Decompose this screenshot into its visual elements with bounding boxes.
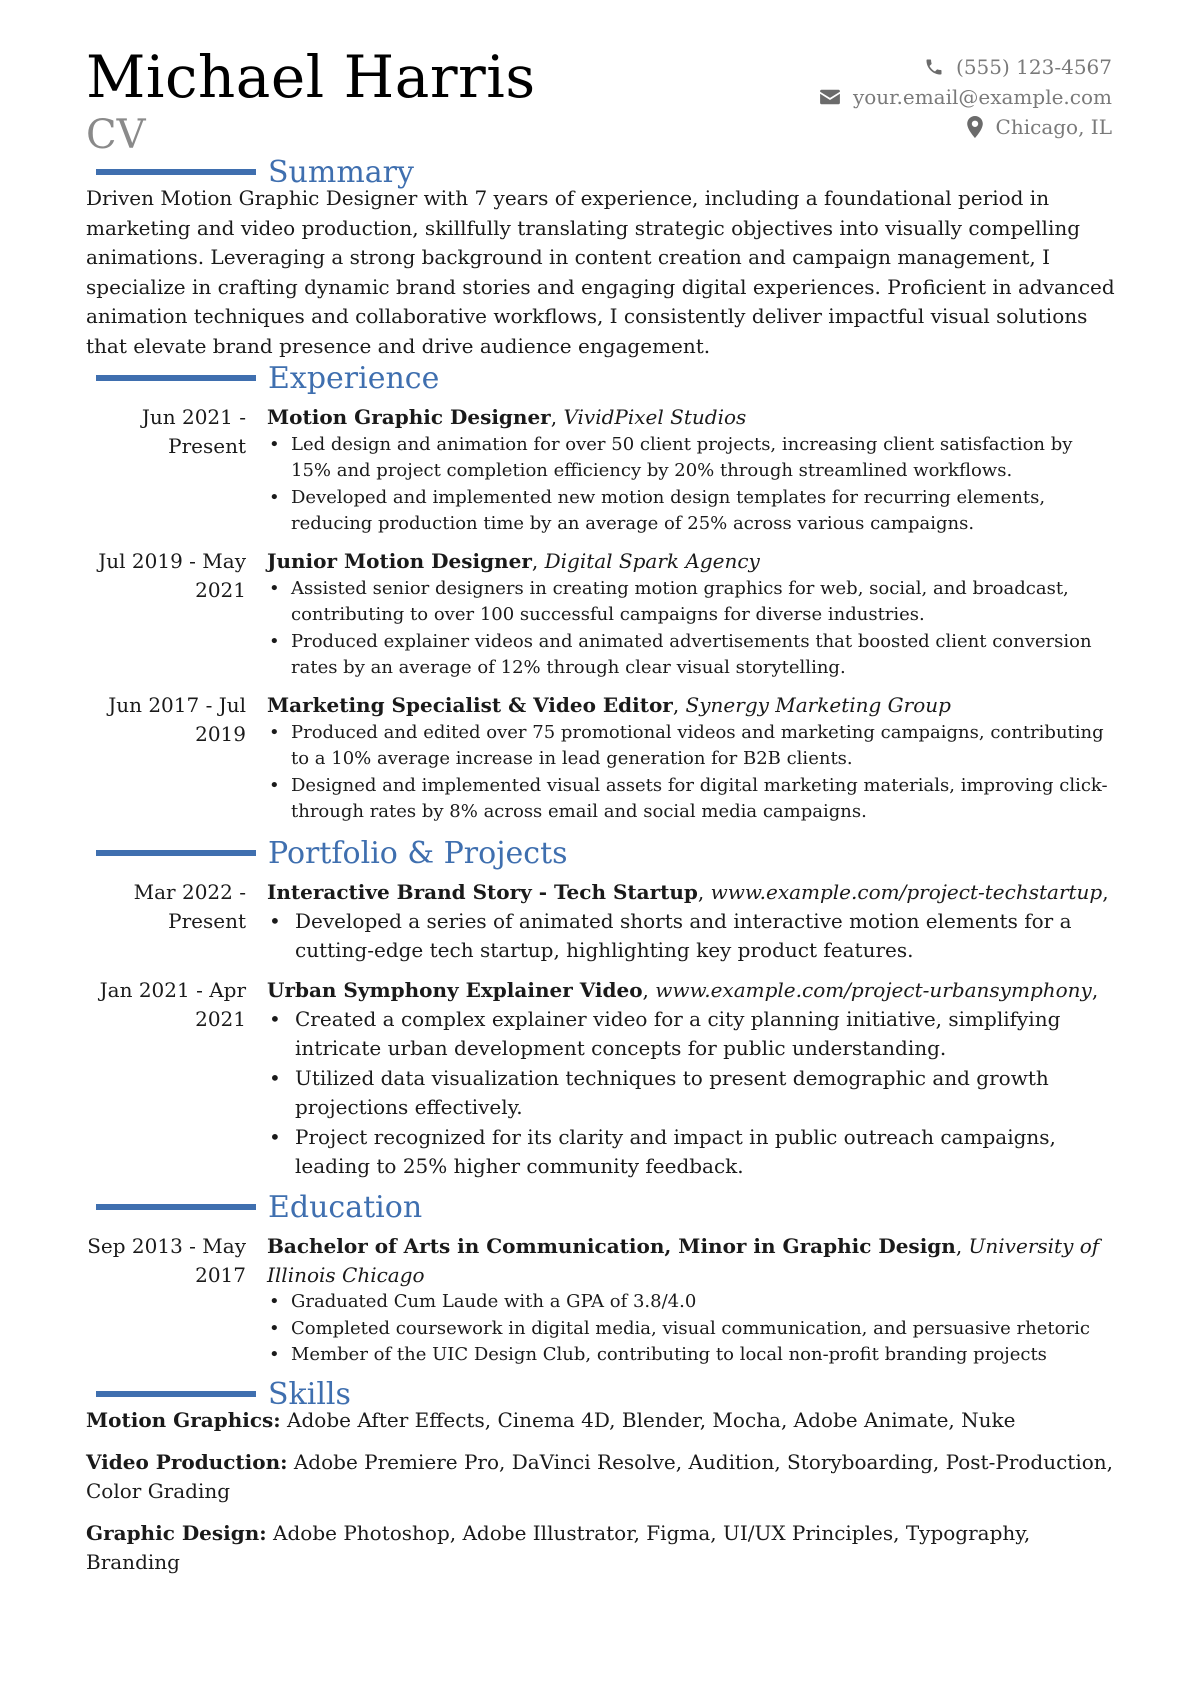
bullet-item: • Developed a series of animated shorts and interactive motion elements for a cutting-edge tech startup, highlighting key product features. (267, 907, 1118, 966)
school-name: University of Illinois Chicago (267, 1234, 1100, 1287)
bullet-list (267, 1289, 1118, 1369)
entry-body (267, 403, 1118, 538)
bullet-item: • Utilized data visualization techniques to present demographic and growth projections effectively. (267, 1064, 1118, 1123)
entry-heading: Junior Motion Designer, Digital Spark Agency (267, 549, 760, 573)
bullet-item: • Member of the UIC Design Club, contributing to local non-profit branding projects (267, 1342, 1118, 1369)
section-accent-bar (96, 169, 256, 175)
contact-location (692, 112, 1112, 142)
entry-date: Jun 2017 - Jul 2019 (108, 693, 246, 746)
entry-date: Mar 2022 - Present (133, 880, 246, 933)
bullet-item: • Led design and animation for over 50 client projects, increasing client satisfaction by 15% and project completion efficiency by 20% through streamlined workflows. (267, 432, 1118, 485)
entry-heading: Marketing Specialist & Video Editor, Synergy Marketing Group (267, 693, 951, 717)
entry-date: Jul 2019 - May 2021 (98, 549, 246, 602)
section-accent-bar (96, 375, 256, 381)
bullet-item: • Graduated Cum Laude with a GPA of 3.8/4.0 (267, 1289, 1118, 1316)
section-label: Skills (268, 1376, 351, 1412)
skill-row (86, 1519, 1120, 1578)
skills-list (86, 1406, 1120, 1590)
bullet-list (267, 907, 1118, 966)
entry-date: Sep 2013 - May 2017 (87, 1234, 246, 1287)
section-label: Education (268, 1189, 423, 1225)
skill-values: Adobe After Effects, Cinema 4D, Blender, Mocha, Adobe Animate, Nuke (287, 1408, 1016, 1432)
degree-title: Bachelor of Arts in Communication, Minor in Graphic Design (267, 1234, 956, 1258)
phone-text: (555) 123-4567 (956, 55, 1112, 79)
company-name: VividPixel Studios (563, 405, 747, 429)
entry-body (267, 547, 1118, 682)
bullet-list (267, 720, 1118, 826)
company-name: Digital Spark Agency (544, 549, 760, 573)
bullet-item: • Designed and implemented visual assets for digital marketing materials, improving click-through rates by 8% across email and social media campaigns. (267, 773, 1118, 826)
bullet-item: • Assisted senior designers in creating motion graphics for web, social, and broadcast, contributing to over 100 successful campaigns for diverse industries. (267, 576, 1118, 629)
skill-values: Adobe Photoshop, Adobe Illustrator, Figma, UI/UX Principles, Typography, Branding (86, 1520, 1031, 1574)
bullet-item: • Completed coursework in digital media, visual communication, and persuasive rhetoric (267, 1316, 1118, 1343)
section-experience-heading (86, 361, 439, 395)
document-subtitle: CV (86, 112, 146, 158)
section-accent-bar (96, 1391, 256, 1397)
skill-category: Video Production: (86, 1449, 288, 1474)
project-title: Urban Symphony Explainer Video (267, 978, 643, 1002)
entry-heading: Urban Symphony Explainer Video, www.example.com/project-urbansymphony, (267, 978, 1099, 1002)
bullet-item: • Developed and implemented new motion design templates for recurring elements, reducing production time by an average of 25% across various campaigns. (267, 485, 1118, 538)
entry-body (267, 878, 1118, 966)
entry-date: Jun 2021 - Present (141, 405, 246, 458)
entry-body (267, 691, 1118, 826)
section-accent-bar (96, 1204, 256, 1210)
phone-icon (924, 57, 944, 77)
bullet-item: • Produced explainer videos and animated advertisements that boosted client conversion rates by an average of 12% through clear visual storytelling. (267, 629, 1118, 682)
skill-category: Graphic Design: (86, 1520, 267, 1545)
map-pin-icon (966, 116, 984, 138)
entry-body (267, 1232, 1118, 1369)
skill-row (86, 1406, 1120, 1436)
bullet-list (267, 576, 1118, 682)
skill-row (86, 1448, 1120, 1507)
entry-date: Jan 2021 - Apr 2021 (99, 978, 246, 1031)
project-title: Interactive Brand Story - Tech Startup (267, 880, 698, 904)
bullet-item: • Produced and edited over 75 promotional videos and marketing campaigns, contributing to a 10% average increase in lead generation for B2B clients. (267, 720, 1118, 773)
contact-block (692, 52, 1112, 142)
skill-values: Adobe Premiere Pro, DaVinci Resolve, Audition, Storyboarding, Post-Production, Color Grading (86, 1449, 1114, 1503)
contact-phone (692, 52, 1112, 82)
email-link[interactable]: your.email@example.com (852, 85, 1112, 109)
job-title: Marketing Specialist & Video Editor (267, 693, 673, 717)
section-portfolio-heading (86, 836, 568, 870)
section-education-heading (86, 1190, 422, 1224)
section-label: Summary (268, 154, 414, 190)
project-link[interactable]: www.example.com/project-techstartup (710, 880, 1103, 904)
section-accent-bar (96, 850, 256, 856)
location-text: Chicago, IL (995, 115, 1112, 139)
job-title: Motion Graphic Designer (267, 405, 551, 429)
skill-category: Motion Graphics: (86, 1408, 281, 1432)
bullet-list (267, 432, 1118, 538)
section-label: Experience (268, 360, 440, 396)
entry-heading: Motion Graphic Designer, VividPixel Studios (267, 405, 747, 429)
candidate-name: Michael Harris (86, 43, 536, 111)
bullet-list (267, 1005, 1118, 1182)
contact-email (692, 82, 1112, 112)
summary-text: Driven Motion Graphic Designer with 7 years of experience, including a foundational period in marketing and video production, skillfully translating strategic objectives into visually compelling animations. Leveraging a strong background in content creation and campaign management, I specialize in crafting dynamic brand stories and engaging digital experiences. Proficient in advanced animation techniques and collaborative workflows, I consistently deliver impactful visual solutions that elevate brand presence and drive audience engagement. (86, 186, 1115, 358)
bullet-item: • Created a complex explainer video for a city planning initiative, simplifying intricate urban development concepts for public understanding. (267, 1005, 1118, 1064)
entry-body (267, 976, 1118, 1182)
job-title: Junior Motion Designer (267, 549, 532, 573)
entry-heading: Bachelor of Arts in Communication, Minor in Graphic Design, University of Illinois Chicago (267, 1234, 1100, 1287)
section-label: Portfolio & Projects (268, 835, 568, 871)
bullet-item: • Project recognized for its clarity and impact in public outreach campaigns, leading to 25% higher community feedback. (267, 1123, 1118, 1182)
entry-heading: Interactive Brand Story - Tech Startup, www.example.com/project-techstartup, (267, 880, 1109, 904)
envelope-icon (819, 88, 841, 106)
project-link[interactable]: www.example.com/project-urbansymphony (655, 978, 1092, 1002)
company-name: Synergy Marketing Group (685, 693, 951, 717)
